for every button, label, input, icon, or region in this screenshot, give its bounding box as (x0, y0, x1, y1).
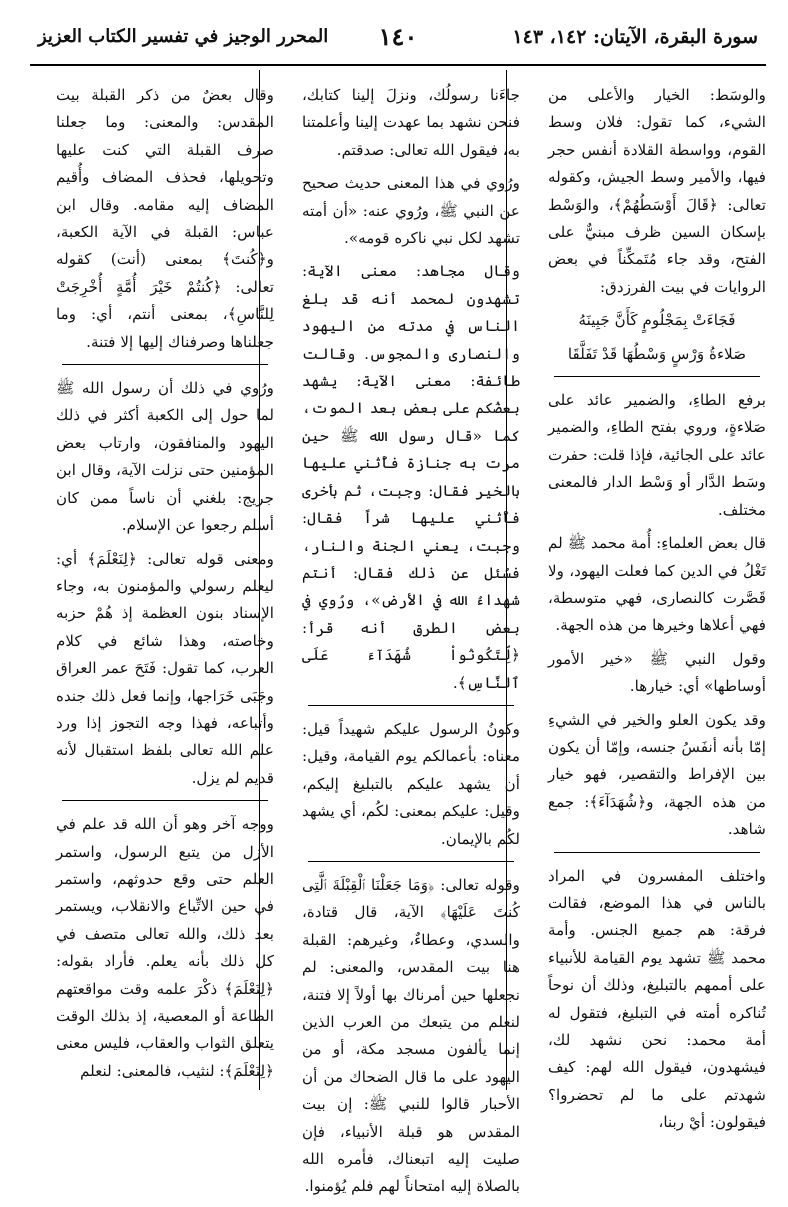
paragraph: قال بعض العلماءِ: أُمة محمد ﷺ لم تَغْلُ في الدين كما فعلت اليهود، ولا قَصَّرت كالنصارى، فهي متوسطة، فهي أعلاها وخيرها من هذه الجهة. (548, 534, 766, 635)
section-divider (554, 376, 760, 377)
book-title: المحرر الوجيز في تفسير الكتاب العزيز (38, 26, 329, 47)
paragraph: ووجه آخر وهو أن الله قد علم في الأزل من يتبع الرسول، واستمر العلم حتى وقع حدوثهم، واستمر في حين الاتِّباع والانقلاب، ويستمر بعد ذلك، والله تعالى متصف في كل ذلك بأنه يعلم. فأراد بقوله: ﴿لِنَعْلَمَ﴾ ذكْرَ علمه وقت مواقعتهم الطاعة أو المعصية، إذ بذلك الوقت يتعلق الثواب والعقاب، فليس معنى ﴿لِنَعْلَمَ﴾: لنثيب، فالمعنى: لنعلم (56, 815, 274, 1080)
paragraph: وقال مجاهد: معنى الآية: تشهدون لمحمد أنه قد بلغ الناس في مدته من اليهود والنصارى والمجوس. وقالت طائفة: معنى الآية: يشهد بعضُكم على بعض بعد الموت، كما «قال رسول الله ﷺ حين مرت به جنازة فأُثني عليها بالخير فقال: وجبت، ثم بأخرى فأُثني عليها شراً فقال: وجبت، يعني الجنة والنار، فسُئل عن ذلك فقال: أنتم شهداءُ الله في الأرض»، ورُوي في بعض الطرق أنه قرأ: ﴿لِّتَكُونُواْ شُهَدَآءَ عَلَى ٱلنَّاسِ﴾. (302, 262, 520, 692)
section-divider (554, 852, 760, 853)
running-header (30, 18, 766, 68)
paragraph: والوسَط: الخيار والأعلى من الشيء، كما تقول: فلان وسط القوم، وواسطة القلادة أنفس حجر فيها، والأمير وسط الجيش، وكقوله تعالى: ﴿قَالَ أَوْسَطُهُمْ﴾، والوَسْط بإسكان السين ظرف مبنيٌّ على الفتح، وقد جاء مُتَمكِّناً في بعض الروايات في بيت الفرزدق: (548, 86, 766, 296)
text-column-left (56, 82, 274, 1091)
text-column-middle (302, 82, 520, 1207)
section-divider (62, 800, 268, 801)
paragraph: وكونُ الرسول عليكم شهيداً قيل: معناه: بأعمالكم يوم القيامة، وقيل: أن يشهد عليكم بالتبليغ إليكم، وقيل: عليكم بمعنى: لكُم، أي يشهد لكُم بالإيمان. (302, 719, 520, 848)
text-column-right (548, 82, 766, 1143)
paragraph: وقوله تعالى: ﴿وَمَا جَعَلْنَا ٱلْقِبْلَةَ ٱلَّتِى كُنتَ عَلَيْهَا﴾ الآية، قال قتادة، والسدي، وعطاءٌ، وغيرهم: القبلة هنا بيت المقدس، والمعنى: لم نجعلها حين أمرناك بها أولاً إلا فتنة، لنعلم من يتبعك من العرب الذين إنما يألفون مسجد مكة، أو من اليهود على ما قال الضحاك من أن الأحبار قالوا للنبي ﷺ: إن بيت المقدس هو قبلة الأنبياء، فإن صليت إليه اتبعناك، فأمره الله بالصلاة إليه امتحاناً لهم فلم يُؤمنوا. (302, 875, 520, 1196)
paragraph: واختلف المفسرون في المراد بالناس في هذا الموضع، فقالت فرقة: هم جميع الجنس. وأمة محمد ﷺ تشهد يوم القيامة للأنبياء على أممهم بالتبليغ، وذلك أن نوحاً تُناكره أمته في التبليغ، فتقول له أمة محمد: نحن نشهد لك، فيشهدون، فيقول الله لهم: كيف شهدتم على ما لم تحضروا؟ فيقولون: أيْ ربنا، (548, 866, 766, 1132)
paragraph: وقد يكون العلو والخير في الشيءِ إمّا بأنه أنفَسُ جنسه، وإمّا أن يكون بين الإفراط والتقصير، فهو خيار من هذه الجهة، و﴿شُهَدَآءَ﴾: جمع شاهد. (548, 710, 766, 839)
section-divider (308, 705, 514, 706)
poetry-verse: صَلاءةُ وَرْسٍ وَسْطُهَا قَدْ تَفَلَّقَا (567, 344, 747, 363)
paragraph: ومعنى قوله تعالى: ﴿لِنَعْلَمَ﴾ أي: ليعلم رسولي والمؤمنون به، وجاء الإسناد بنون العظمة إذ هُمْ حزبه وخاصته، وهذا شائع في كلام العرب، كما تقول: فَتَحَ عمر العراق وجَبَى خَرَاجها، وإنما فعل ذلك جنده وأتباعه، فهذا وجه التجوز إذا ورد علم الله تعالى بلفظ استقبال لأنه قديم لم يزل. (56, 549, 274, 787)
poetry-verse: فَجَاءَتْ بِمَجْلُومٍ كَأَنَّ جَبِينَهُ (578, 311, 736, 330)
paragraph: جاءَنا رسولُك، ونزلَ إلينا كتابك، فنحن نشهد بما عهدت إلينا وأعلمتنا به، فيقول الله تعالى: صدقتم. (302, 86, 520, 159)
paragraph: وقول النبي ﷺ «خير الأمور أوساطها» أي: خيارها. (548, 649, 766, 696)
section-divider (62, 364, 268, 365)
paragraph: ورُوي في هذا المعنى حديث صحيح عن النبي ﷺ، ورُوي عنه: «أن أمته تشهد لكل نبي ناكره قومه». (302, 174, 520, 248)
section-divider (308, 861, 514, 862)
header-rule (30, 64, 766, 66)
surah-reference: سورة البقرة، الآيتان: ١٤٢، ١٤٣ (512, 26, 758, 48)
paragraph: ورُوي في ذلك أن رسول الله ﷺ لما حول إلى الكعبة أكثر في ذلك اليهود والمنافقون، وارتاب بعض المؤمنين حتى نزلت الآية، وقال ابن جريج: بلغني أن ناساً ممن كان أسلم رجعوا عن الإسلام. (56, 379, 274, 535)
paragraph: وقال بعضٌ من ذكر القبلة بيت المقدس: والمعنى: وما جعلنا صرف القبلة التي كنت عليها وتحويلها، فحذف المضاف وأُقيم المضاف إليه مقامه. وقال ابن عباس: القبلة في الآية الكعبة، و﴿كُنتَ﴾ بمعنى (أنت) كقوله تعالى: ﴿كُنتُمْ خَيْرَ أُمَّةٍ أُخْرِجَتْ لِلنَّاسِ﴾، بمعنى أنتم، أي: وما جعلناها وصرفناك إليها إلا فتنة. (56, 86, 274, 351)
paragraph: برفع الطاءِ، والضمير عائد على صَلاءةٍ، وروي بفتح الطاءِ، والضمير عائد على الجائية، فإذا قلت: حفرت وسَط الدَّار أو وَسْط الدار فالمعنى مختلف. (548, 391, 766, 519)
page-number: ١٤٠ (378, 22, 418, 51)
